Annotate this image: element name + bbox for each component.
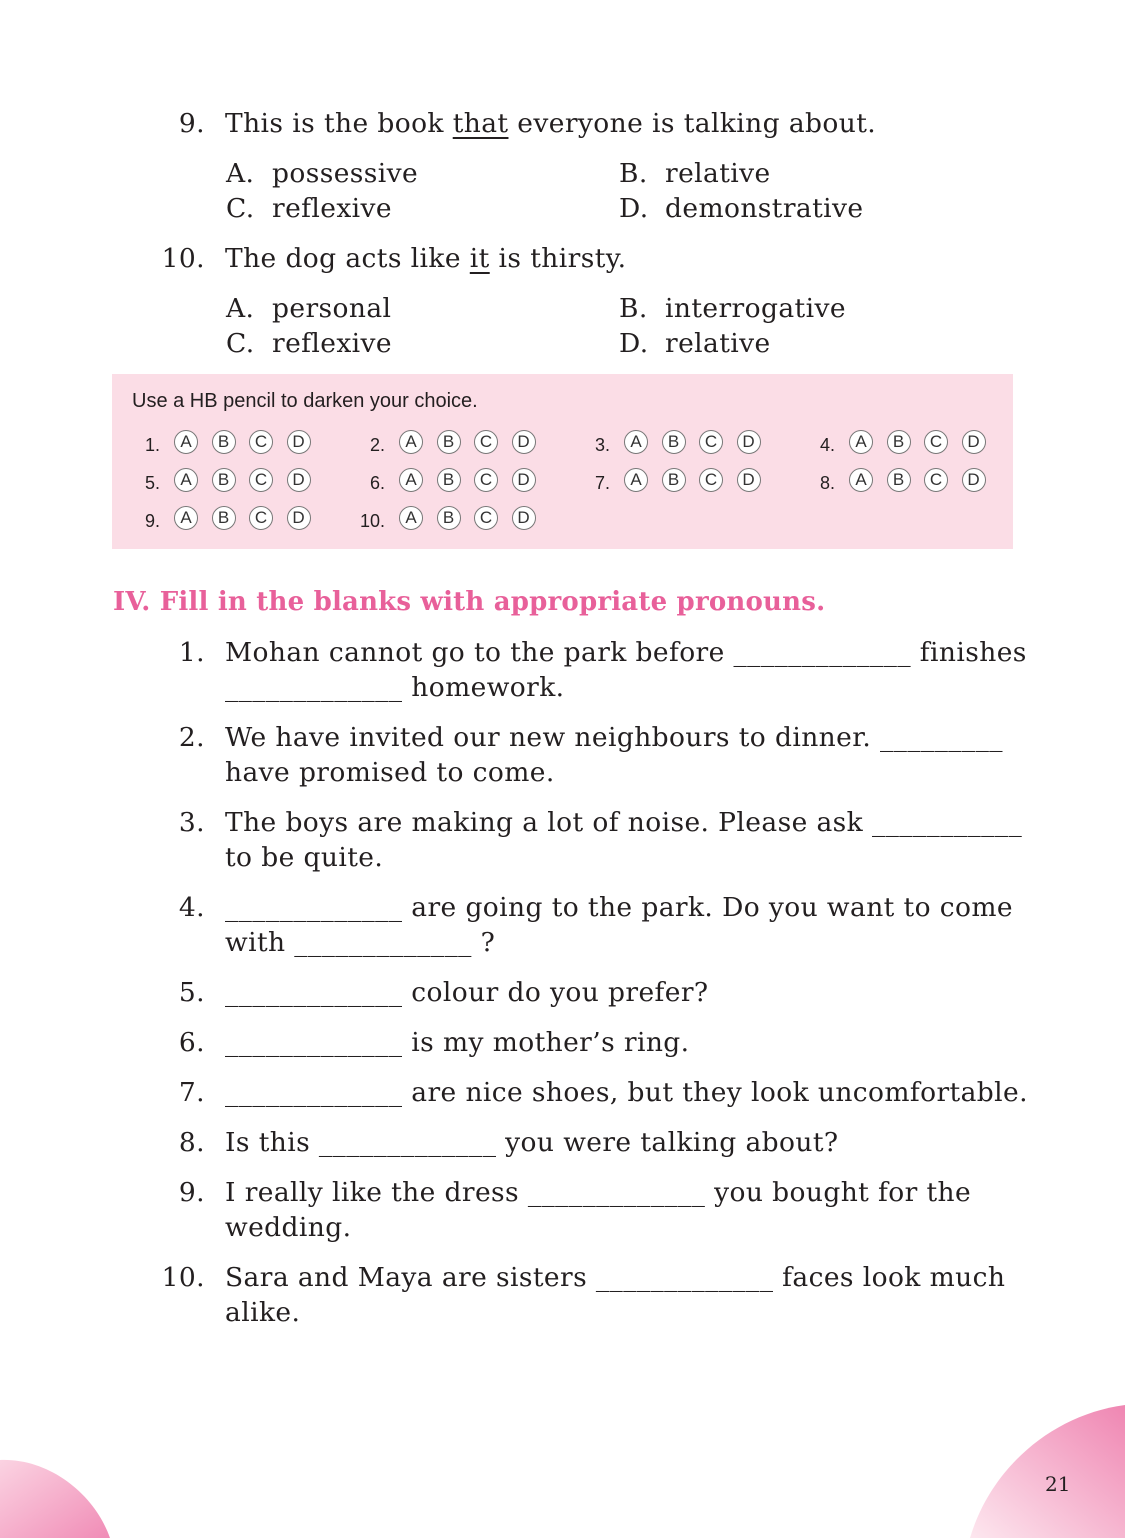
answer-bubble-b[interactable]: B [887, 430, 911, 454]
option-letter: A. [226, 158, 255, 189]
item-text-line: _____________ are going to the park. Do you want to come [225, 892, 1013, 923]
answer-bubble-a[interactable]: A [624, 468, 648, 492]
answer-bubble-b[interactable]: B [887, 468, 911, 492]
answer-bubble-b[interactable]: B [437, 430, 461, 454]
answer-question-number: 9. [144, 511, 160, 531]
answer-sheet-title: Use a HB pencil to darken your choice. [132, 390, 478, 412]
item-text-line: The boys are making a lot of noise. Please ask ___________ [225, 807, 1023, 838]
answer-bubble-d[interactable]: D [962, 430, 986, 454]
item-text-line: _____________ are nice shoes, but they look uncomfortable. [225, 1077, 1028, 1108]
option-text: relative [665, 328, 771, 359]
item-text-line: to be quite. [225, 842, 384, 873]
option-letter: B. [619, 158, 648, 189]
item-text-line: wedding. [225, 1212, 352, 1243]
answer-bubble-c[interactable]: C [474, 430, 498, 454]
question-number: 9. [178, 108, 205, 139]
answer-bubble-c[interactable]: C [699, 430, 723, 454]
answer-bubble-d[interactable]: D [287, 506, 311, 530]
answer-bubble-a[interactable]: A [174, 506, 198, 530]
answer-question-number: 10. [359, 511, 385, 531]
corner-decoration-right [960, 1400, 1125, 1538]
answer-bubble-b[interactable]: B [212, 506, 236, 530]
page-number: 21 [1045, 1472, 1071, 1496]
answer-bubble-c[interactable]: C [474, 468, 498, 492]
answer-question-number: 5. [144, 473, 160, 493]
corner-decoration-left [0, 1440, 120, 1538]
answer-bubble-b[interactable]: B [437, 468, 461, 492]
option-letter: D. [619, 193, 649, 224]
answer-question-number: 2. [369, 435, 385, 455]
answer-bubble-b[interactable]: B [212, 430, 236, 454]
answer-bubble-d[interactable]: D [737, 430, 761, 454]
answer-bubble-a[interactable]: A [399, 430, 423, 454]
answer-bubble-c[interactable]: C [474, 506, 498, 530]
answer-bubble-c[interactable]: C [699, 468, 723, 492]
option-text: reflexive [272, 193, 392, 224]
answer-bubble-d[interactable]: D [512, 468, 536, 492]
answer-bubble-c[interactable]: C [924, 430, 948, 454]
answer-bubble-d[interactable]: D [512, 506, 536, 530]
item-text-line: _____________ is my mother’s ring. [225, 1027, 690, 1058]
answer-bubble-a[interactable]: A [174, 468, 198, 492]
item-text-line: Mohan cannot go to the park before _____________ finishes [225, 637, 1027, 668]
answer-bubble-a[interactable]: A [174, 430, 198, 454]
option-letter: D. [619, 328, 649, 359]
underlined-word: it [469, 243, 490, 274]
answer-bubble-b[interactable]: B [662, 468, 686, 492]
answer-bubble-a[interactable]: A [849, 430, 873, 454]
answer-bubble-b[interactable]: B [437, 506, 461, 530]
answer-bubble-a[interactable]: A [399, 468, 423, 492]
option-text: demonstrative [665, 193, 864, 224]
item-number: 7. [178, 1077, 205, 1108]
item-text-line: _____________ homework. [225, 672, 565, 703]
answer-question-number: 6. [369, 473, 385, 493]
answer-bubble-a[interactable]: A [849, 468, 873, 492]
item-number: 2. [178, 722, 205, 753]
question-text: This is the book that everyone is talking about. [225, 108, 877, 139]
item-text-line: Is this _____________ you were talking about? [225, 1127, 839, 1158]
answer-bubble-b[interactable]: B [662, 430, 686, 454]
question-text: The dog acts like it is thirsty. [225, 243, 627, 274]
question-number: 10. [161, 243, 205, 274]
item-text-line: I really like the dress _____________ you bought for the [225, 1177, 972, 1208]
answer-bubble-d[interactable]: D [287, 430, 311, 454]
item-text-line: with _____________ ? [225, 927, 496, 958]
answer-question-number: 8. [819, 473, 835, 493]
underlined-word: that [452, 108, 509, 139]
item-text-line: alike. [225, 1297, 301, 1328]
option-text: reflexive [272, 328, 392, 359]
answer-bubble-d[interactable]: D [512, 430, 536, 454]
answer-bubble-b[interactable]: B [212, 468, 236, 492]
answer-bubble-c[interactable]: C [249, 506, 273, 530]
item-number: 1. [178, 637, 205, 668]
answer-question-number: 7. [594, 473, 610, 493]
option-letter: C. [226, 328, 255, 359]
option-text: possessive [272, 158, 419, 189]
answer-question-number: 1. [144, 435, 160, 455]
item-number: 3. [178, 807, 205, 838]
item-number: 6. [178, 1027, 205, 1058]
answer-bubble-a[interactable]: A [399, 506, 423, 530]
item-number: 4. [178, 892, 205, 923]
section-heading: IV. Fill in the blanks with appropriate pronouns. [113, 587, 826, 617]
item-text-line: _____________ colour do you prefer? [225, 977, 709, 1008]
item-number: 5. [178, 977, 205, 1008]
option-letter: C. [226, 193, 255, 224]
answer-bubble-c[interactable]: C [249, 468, 273, 492]
answer-bubble-a[interactable]: A [624, 430, 648, 454]
answer-question-number: 4. [819, 435, 835, 455]
answer-bubble-c[interactable]: C [924, 468, 948, 492]
option-letter: A. [226, 293, 255, 324]
answer-question-number: 3. [594, 435, 610, 455]
option-text: relative [665, 158, 771, 189]
item-number: 10. [161, 1262, 205, 1293]
option-text: interrogative [665, 293, 846, 324]
answer-bubble-d[interactable]: D [287, 468, 311, 492]
answer-sheet [112, 374, 1013, 549]
item-number: 8. [178, 1127, 205, 1158]
answer-bubble-c[interactable]: C [249, 430, 273, 454]
answer-bubble-d[interactable]: D [962, 468, 986, 492]
item-text-line: We have invited our new neighbours to dinner. _________ [225, 722, 1003, 753]
item-number: 9. [178, 1177, 205, 1208]
item-text-line: have promised to come. [225, 757, 555, 788]
option-text: personal [272, 293, 392, 324]
item-text-line: Sara and Maya are sisters _____________ faces look much [225, 1262, 1006, 1293]
answer-bubble-d[interactable]: D [737, 468, 761, 492]
option-letter: B. [619, 293, 648, 324]
